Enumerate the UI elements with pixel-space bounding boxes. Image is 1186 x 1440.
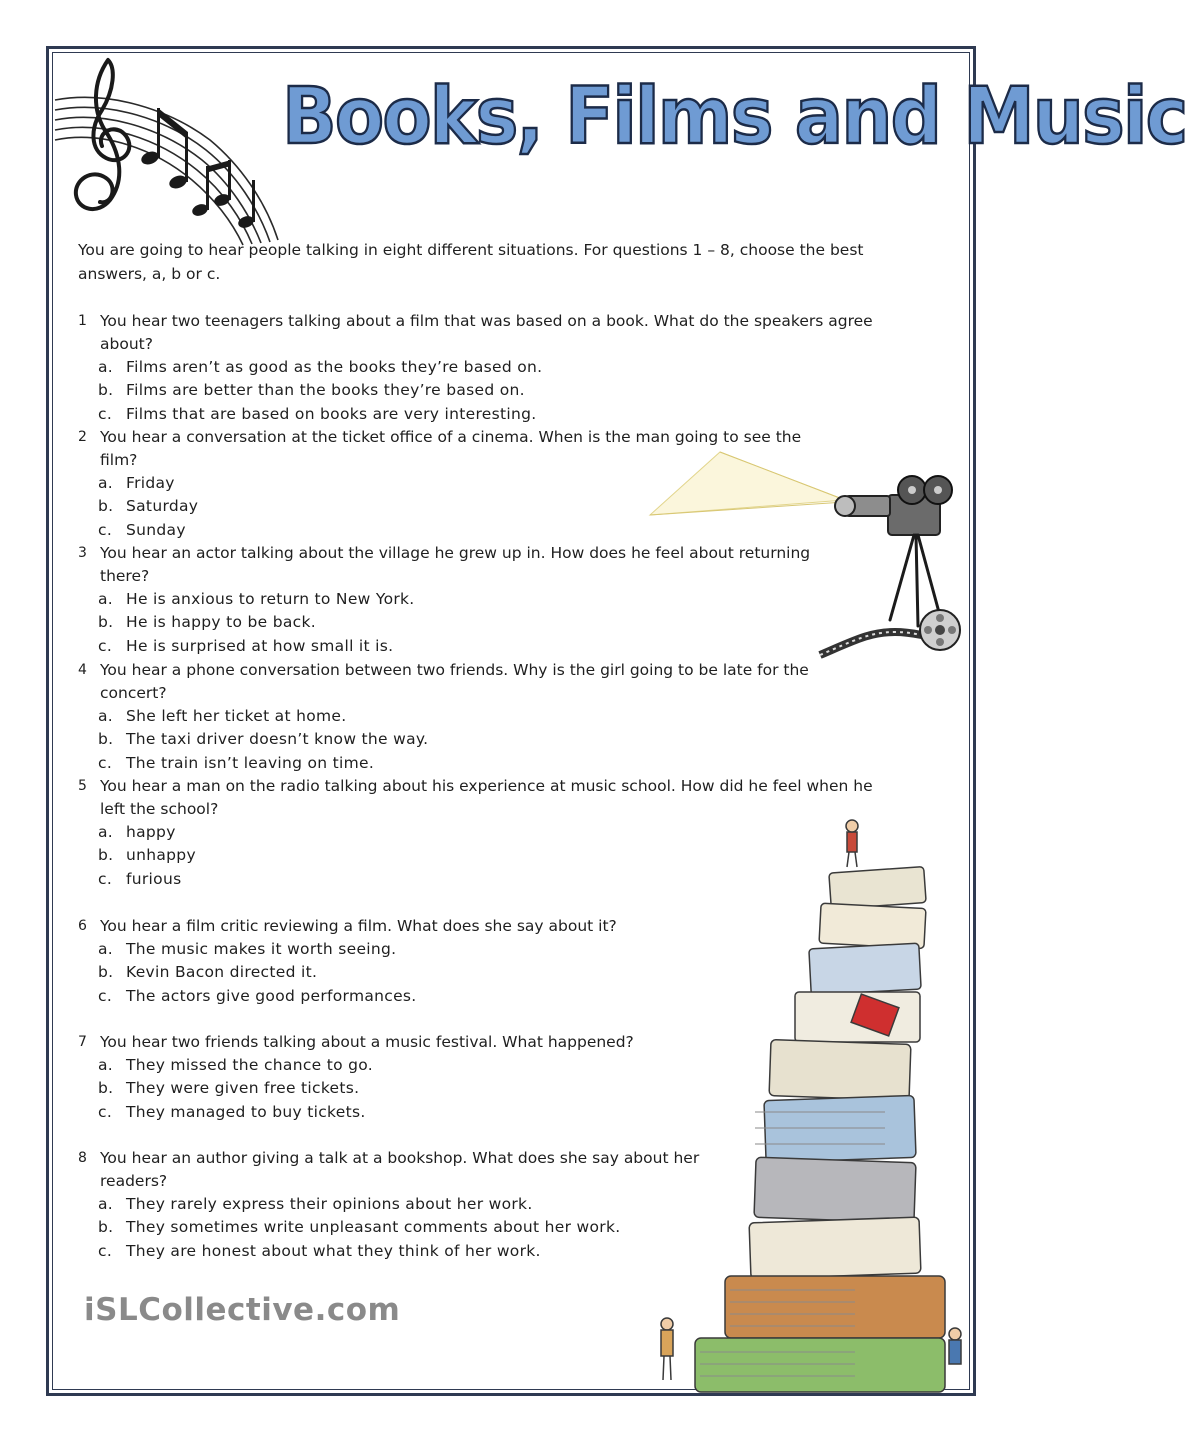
question-number: 7 <box>78 1034 87 1050</box>
option: c. Films that are based on books are very interesting. <box>98 404 537 423</box>
question-7 <box>78 1031 698 1124</box>
book-stack-illustration <box>655 812 970 1392</box>
question-text: You hear a phone conversation between two friends. Why is the girl going to be late for the concert? <box>100 661 809 702</box>
option: c. He is surprised at how small it is. <box>98 636 394 655</box>
option: c. The train isn’t leaving on time. <box>98 753 375 772</box>
option: a. She left her ticket at home. <box>98 707 347 725</box>
option: b. The taxi driver doesn’t know the way. <box>98 730 429 749</box>
option: a. Friday <box>98 474 175 492</box>
question-6 <box>78 915 698 1008</box>
option: a. happy <box>98 823 176 841</box>
question-number: 6 <box>78 918 87 934</box>
music-notes-illustration <box>50 50 290 245</box>
option: c. The actors give good performances. <box>98 986 417 1005</box>
option: a. Films aren’t as good as the books they’re based on. <box>98 358 543 376</box>
page-title: Books, Films and Music <box>282 72 1186 162</box>
option: c. They are honest about what they think of her work. <box>98 1241 541 1260</box>
question-text: You hear an author giving a talk at a bookshop. What does she say about her readers? <box>100 1149 700 1190</box>
film-camera-illustration <box>640 440 970 670</box>
option: b. They sometimes write unpleasant comments about her work. <box>98 1218 621 1237</box>
option: b. Kevin Bacon directed it. <box>98 963 318 982</box>
watermark-logo: iSLCollective.com <box>84 1292 401 1328</box>
option: c. They managed to buy tickets. <box>98 1102 366 1121</box>
option: a. The music makes it worth seeing. <box>98 940 397 958</box>
question-text: You hear two teenagers talking about a film that was based on a book. What do the speakers agree about? <box>100 312 873 353</box>
question-text: You hear an actor talking about the village he grew up in. How does he feel about returning there? <box>100 544 811 585</box>
option: a. He is anxious to return to New York. <box>98 590 415 608</box>
question-number: 3 <box>78 545 87 561</box>
question-text: You hear two friends talking about a music festival. What happened? <box>100 1033 634 1051</box>
question-text: You hear a conversation at the ticket office of a cinema. When is the man going to see the film? <box>100 428 802 469</box>
question-1 <box>78 310 918 426</box>
option: b. They were given free tickets. <box>98 1079 360 1098</box>
option: b. Saturday <box>98 497 199 516</box>
option: c. Sunday <box>98 520 186 539</box>
option: c. furious <box>98 869 182 888</box>
option: a. They missed the chance to go. <box>98 1056 373 1074</box>
question-4 <box>78 659 878 775</box>
question-number: 5 <box>78 778 87 794</box>
question-number: 8 <box>78 1150 87 1166</box>
question-text: You hear a man on the radio talking about his experience at music school. How did he feel when he left the school? <box>100 777 873 818</box>
option: b. Films are better than the books they’re based on. <box>98 381 525 400</box>
instructions: You are going to hear people talking in eight different situations. For questions 1 – 8, choose the best answers, a, b or c. <box>78 241 864 283</box>
question-number: 1 <box>78 313 87 329</box>
question-number: 4 <box>78 662 87 678</box>
option: a. They rarely express their opinions about her work. <box>98 1195 533 1213</box>
option: b. unhappy <box>98 846 196 865</box>
option: b. He is happy to be back. <box>98 613 316 632</box>
question-text: You hear a film critic reviewing a film. What does she say about it? <box>100 917 617 935</box>
question-number: 2 <box>78 429 87 445</box>
